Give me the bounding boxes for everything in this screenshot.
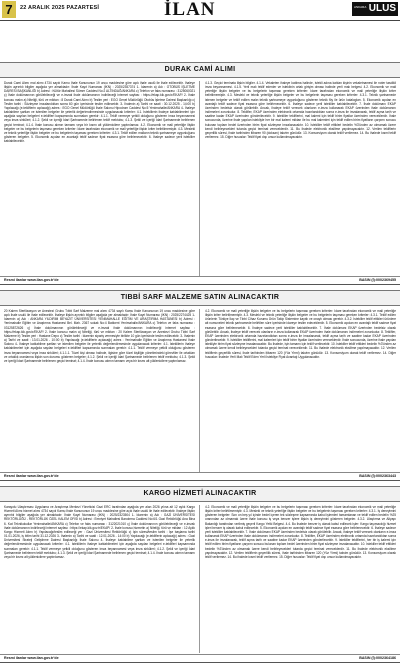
notice-text: Durak Cami Alımı mal alımı 4734 sayılı Kamu İhale Kanununun 19 uncu maddesine göre açık ihale usulü ile ihale edilecektir. İhaleye ilişkin ayrıntılı bilgiler aşağıda yer almaktadır: İhale Kayıt Numarası (İKN) : 2025/2357374 1- İdarenin a) Adı : OTOBÜS İŞLETME DAİRESİ BAŞKANLIĞI b) Adresi : Kültür Mahallesi Sümer Caddesi No:2 ALTINDAĞ/ANKARA c) Telefon ve faks numarası : 3125060021 ç) İhale dokümanının görülebileceği ve e-imzalı ihale dokümanının indirileceği internet sayfası : https://ekap.kik.gov.tr/EKAP/ 2- İhale konusu malın a) Niteliği, türü ve miktarı : 8 Durak Cami Alımı b) Teslim yeri : EGO Genel Müdürlüğü Otobüs İşletme Dairesi Başkanlığı c) Teslim tarihi : Sözleşme imzalandıktan sonra 60 gün içerisinde teslim edilecektir. 3- İhalenin a) Tarihi ve saati : 30.12.2025 - 14:00 b) Yapılacağı (e-tekliflerin açılacağı) adres : EGO Genel Müdürlüğü İhale Salonu Hipodrom Caddesi No:5 Yenimahalle/ANKARA 4- İhaleye katılabilme şartları ve istenilen belgeler ile yeterlik değerlendirmesinde uygulanacak kriterler: 4.1. İsteklilerin ihaleye katılabilmeleri için aşağıda sayılan belgeleri e-teklifleri kapsamında sunmaları gerekir: 4.1.1. Teklif vermeye yetkili olduğunu gösteren imza beyannamesi veya imza sirküleri; 4.1.2. Şekli ve içeriği İdari Şartnamede belirlenen teklif mektubu; 4.1.3. Şekli ve içeriği İdari Şartnamede belirlenen geçici teminat; 4.1.4. İhale konusu alımın tamamı veya bir kısmı alt yüklenicilere yaptırılamaz. 4.2. Ekonomik ve mali yeterliğe ilişkin belgeler ve bu belgelerin taşıması gereken kriterler: İdare tarafından ekonomik ve mali yeterliğe ilişkin kriter belirtilmemiştir. 4.3. Mesleki ve teknik yeterliğe ilişkin belgeler ve bu belgelerin taşıması gereken kriterler: 4.3.1. Teklif edilen malların teknik şartnameye uygunluğunu gösteren belgeler. 5. Ekonomik açıdan en avantajlı teklif sadece fiyat esasına göre belirlenecektir. 6. İhaleye sadece yerli istekliler katılabilecektir. [4, 81, 195, 144]
notice-column-right [205, 81, 396, 277]
notice-column-right [205, 309, 396, 473]
notice-text: 4.2. Ekonomik ve mali yeterliğe ilişkin belgeler ve bu belgelerin taşıması gereken kriterler: İdare tarafından ekonomik ve mali yeterliğe ilişkin kriter belirtilmemiştir. 4.3. Mesleki ve teknik yeterliğe ilişkin belgeler ve bu belgelerin taşıması gereken kriterler: 4.3.1. Teklif edilen ürünlerin Türkiye İlaç ve Tıbbi Cihaz Kurumu Ürün Takip Sistemine kayıtlı ve onaylı olması gerekir. 4.3.2. İstekliler teklif ettikleri ürünlere ait numuneleri teknik şartnamede belirtilen süre içerisinde idareye teslim edeceklerdir. 5. Ekonomik açıdan en avantajlı teklif sadece fiyat esasına göre belirlenecektir. 6. İhaleye sadece yerli istekliler katılabilecektir. 7. İhale dokümanı EKAP üzerinden bedelsiz olarak görülebilir. Ancak, ihaleye teklif verecek olanların e-imza kullanarak EKAP üzerinden ihale dokümanını indirmeleri zorunludur. 8. Teklifler, EKAP üzerinden elektronik ortamda hazırlandıktan sonra e-imza ile imzalanarak, teklif açma tarih ve saatine kadar EKAP üzerinden gönderilecektir. 9. İstekliler tekliflerini, mal kalemleri için teklif birim fiyatlar üzerinden vereceklerdir. İhale sonucunda, üzerine ihale yapılan istekliyle birim fiyat sözleşme imzalanacaktır. Bu ihalede, işin tamamı için teklif verilecektir. 10. İstekliler teklif ettikleri bedelin %3'ünden az olmamak üzere kendi belirleyecekleri tutarda geçici teminat vereceklerdir. 11. Bu ihalede elektronik eksiltme yapılmayacaktır. 12. Verilen tekliflerin geçerlilik süresi, ihale tarihinden itibaren 120 (Yüz Yirmi) takvim günüdür. 13. Konsorsiyum olarak teklif verilemez. 14. Diğer hususlar: İhalede Yerli Malı Teklif Eden Yerli İstekliye Fiyat Avantajı Uygulanacaktır. [205, 309, 396, 359]
notice-tibbi-sarf [0, 290, 400, 474]
footer-website-note: Resmi ilanlar www.ilan.gov.tr'de [4, 474, 59, 478]
notice-column-left [4, 505, 195, 653]
masthead [0, 0, 400, 21]
notice-column-right [205, 505, 396, 653]
notice-durak-cami [0, 62, 400, 278]
footer-website-note: Resmi ilanlar www.ilan.gov.tr'de [4, 656, 59, 660]
footer-website-note: Resmi ilanlar www.ilan.gov.tr'de [4, 278, 59, 282]
notice-column-left [4, 81, 195, 277]
page-number: 7 [2, 1, 16, 18]
notice-body [0, 306, 400, 474]
notice-text: 4.1.3. Geçici teminata ilişkin bilgiler. 4.1.4. Vekaleten ihaleye katılma halinde, istekli adına katılan kişinin vekaletnamesi ile noter tasdikli imza beyannamesi. 4.1.5. Yerli malı teklif edenler ve isteklinin ortak girişim olması halinde yerli malı belgesi. 4.2. Ekonomik ve mali yeterliğe ilişkin belgeler ve bu belgelerin taşıması gereken kriterler: İdare tarafından ekonomik ve mali yeterliğe ilişkin kriter belirtilmemiştir. 4.3. Mesleki ve teknik yeterliğe ilişkin belgeler ve bu belgelerin taşıması gereken kriterler: 4.3.1. Teknik şartnamede istenen belgeler ve teklif edilen malın teknik şartnameye uygunluğunu gösteren teknik föy ile ürün katalogları. 5. Ekonomik açıdan en avantajlı teklif sadece fiyat esasına göre belirlenecektir. 6. İhaleye sadece yerli istekliler katılabilecektir. 7. İhale dokümanı EKAP üzerinden bedelsiz olarak görülebilir. Ancak, ihaleye teklif verecek olanların e-imza kullanarak EKAP üzerinden ihale dokümanını indirmeleri zorunludur. 8. Teklifler, EKAP üzerinden elektronik ortamda hazırlandıktan sonra e-imza ile imzalanarak, teklif açma tarih ve saatine kadar EKAP üzerinden gönderilecektir. 9. İstekliler tekliflerini, mal kalemi için teklif birim fiyatlar üzerinden vereceklerdir. İhale sonucunda, üzerine ihale yapılan istekliyle her bir mal kalemi miktarı ile bu mal kalemleri için teklif edilen birim fiyatların çarpımı sonucu bulunan toplam bedel üzerinden birim fiyat sözleşme imzalanacaktır. 10. İstekliler teklif ettikleri bedelin %3'ünden az olmamak üzere kendi belirleyecekleri tutarda geçici teminat vereceklerdir. 11. Bu ihalede elektronik eksiltme yapılmayacaktır. 12. Verilen tekliflerin geçerlilik süresi, ihale tarihinden itibaren 90 (doksan) takvim günüdür. 13. Konsorsiyum olarak teklif verilemez. 14. Bu ihalede kısmi teklif verilemez. 15. Diğer hususlar: Teklif fiyat dışı unsur kullanılmayacaktır. [205, 81, 396, 140]
page-title: İLAN [164, 0, 216, 20]
notice-body [0, 78, 400, 278]
newspaper-logo [352, 2, 398, 16]
notice-heading: KARGO HİZMETİ ALINACAKTIR [0, 486, 400, 502]
notice-footer [0, 276, 400, 285]
column-divider [199, 309, 200, 473]
notice-footer [0, 472, 400, 481]
notice-column-left [4, 309, 195, 473]
notice-text: Karayolu Ulaştırması Uygulama ve Araştırma Merkezi Yöneticisi Gazi ERC tarafından aşağıda yer alan 2026 yılına ait 12 aylık Kargo Hizmeti Alımı hizmet alımı 4734 sayılı Kamu İhale Kanununun 19 uncu maddesine göre açık ihale usulü ile ihale edilecektir. İhaleye ilişkin ayrıntılı bilgiler aşağıda yer almaktadır: İhale Kayıt Numarası (İKN) : 2025/2323504 1- İdarenin a) Adı : GAZİ ÜNİVERSİTESİ REKTÖRLÜĞÜ - REKTÖRLÜK ÖZEL KALEM OFİSİ b) Adresi : Emniyet Mahallesi Bandırma Caddesi No:6/1 Gazi Rektörlüğü Ana Bina 6. Kat Teknikokullar Yenimahalle/ANKARA c) Telefon ve faks numarası : 3122021010 ç) İhale dokümanının görülebileceği ve e-imzalı ihale dokümanının indirileceği internet sayfası : https://ekap.kik.gov.tr/EKAP/ 2- İhale konusu hizmetin a) Niteliği, türü ve miktarı : 12 Aylık Kargo Hizmeti Alımı b) Yapılacağı/teslim edileceği yer : Gazi Üniversitesi Rektörlüğü c) İşin süresi/teslim tarihi : İşe başlama tarihi 01.01.2026, iş bitim tarihi 31.12.2026 3- İhalenin a) Tarihi ve saati : 12.01.2026 - 14:00 b) Yapılacağı (e-tekliflerin açılacağı) adres : Gazi Üniversitesi Strateji Geliştirme Dairesi Başkanlığı İhale Salonu 4- İhaleye katılabilme şartları ve istenilen belgeler ile yeterlik değerlendirmesinde uygulanacak kriterler: 4.1. İsteklilerin ihaleye katılabilmeleri için aşağıda sayılan belgeleri e-teklifleri kapsamında sunmaları gerekir: 4.1.1. Teklif vermeye yetkili olduğunu gösteren imza beyannamesi veya imza sirküleri; 4.1.2. Şekli ve içeriği İdari Şartnamede belirlenen teklif mektubu; 4.1.3. Şekli ve içeriği İdari Şartnamede belirlenen geçici teminat; 4.1.4. İhale konusu alımın tamamı veya bir kısmı alt yüklenicilere yaptırılamaz. [4, 505, 195, 559]
publication-date: 22 ARALIK 2025 PAZARTESİ [20, 5, 100, 11]
footer-press-code: BASIN (İ):0002363443 [359, 474, 396, 478]
notice-heading: TIBBİ SARF MALZEME SATIN ALINACAKTIR [0, 290, 400, 306]
notice-text: 4.2. Ekonomik ve mali yeterliğe ilişkin belgeler ve bu belgelerin taşıması gereken kriterler: İdare tarafından ekonomik ve mali yeterliğe ilişkin kriter belirtilmemiştir. 4.3. Mesleki ve teknik yeterliğe ilişkin belgeler ve bu belgelerin taşıması gereken kriterler: 4.3.1. İş deneyimini gösteren belgeler: Son on beş yıl içinde bedel içeren tek sözleşme kapsamında kabul işlemleri tamamlanan ve teklif edilen bedelin %25 oranından az olmamak üzere ihale konusu iş veya benzer işlere ilişkin iş deneyimini gösteren belgeler. 4.3.2. Ulaştırma ve Altyapı Bakanlığı tarafından verilmiş geçerli Kargo Yetki Belgesi. 4.4. Bu ihalede benzer iş olarak kabul edilecek işler: Kargo taşımacılığı hizmet işleri benzer iş olarak kabul edilecektir. 5. Ekonomik açıdan en avantajlı teklif sadece fiyat esasına göre belirlenecektir. 6. İhaleye sadece yerli istekliler katılabilecektir. 7. İhale dokümanı EKAP üzerinden bedelsiz olarak görülebilir. Ancak, ihaleye teklif verecek olanların e-imza kullanarak EKAP üzerinden ihale dokümanını indirmeleri zorunludur. 8. Teklifler, EKAP üzerinden elektronik ortamda hazırlandıktan sonra e-imza ile imzalanarak, teklif açma tarih ve saatine kadar EKAP üzerinden gönderilecektir. 9. İstekliler tekliflerini, her bir iş kalemi için teklif edilen birim fiyatların çarpımı sonucu bulunan toplam bedel üzerinden birim fiyat sözleşme imzalanacaktır. 10. İstekliler teklif ettikleri bedelin %3'ünden az olmamak üzere kendi belirleyecekleri tutarda geçici teminat vereceklerdir. 11. Bu ihalede elektronik eksiltme yapılmayacaktır. 12. Verilen tekliflerin geçerlilik süresi, ihale tarihinden itibaren 120 (Yüz Yirmi) takvim günüdür. 13. Konsorsiyum olarak teklif verilemez. 14. Bu ihalede kısmi teklif verilemez. 15. Diğer hususlar: Teklif fiyat dışı unsur kullanılmayacaktır. [205, 505, 396, 559]
footer-press-code: BASIN (İ):0002364186 [359, 656, 396, 660]
footer-press-code: BASIN (İ):0002369455 [359, 278, 396, 282]
column-divider [199, 505, 200, 653]
notice-body [0, 502, 400, 654]
notice-kargo [0, 486, 400, 654]
notice-heading: DURAK CAMİ ALIMI [0, 62, 400, 78]
logo-name: ULUS [368, 3, 396, 14]
logo-city: ANKARA [354, 5, 367, 9]
notice-text: 20 Kalem Sterilizasyon ve Anestezi Grubu Tıbbi Sarf Malzeme mal alımı 4734 sayılı Kamu İhale Kanununun 19 uncu maddesine göre açık ihale usulü ile ihale edilecektir. İhaleye ilişkin ayrıntılı bilgiler aşağıda yer almaktadır: İhale Kayıt Numarası (İKN) : 2025/2274425 1- İdarenin a) Adı : ANKARA YILDIRIM BEYAZIT ÜNİVERSİTESİ YENİMAHALLE EĞİTİM VE ARAŞTIRMA HASTANESİ b) Adresi : Yenimahalle Eğitim ve Araştırma Hastanesi Bel. Mah. 2367 sokak No:4 Batıkent Yenimahalle/ANKARA c) Telefon ve faks numarası : 03125872626 ç) İhale dokümanının görülebileceği ve e-imzalı ihale dokümanının indirileceği internet sayfası : https://ekap.kik.gov.tr/EKAP/ 2- İhale konusu malın a) Niteliği, türü ve miktarı : 20 Kalem Sterilizasyon ve Anestezi Grubu Tıbbi Sarf Malzeme b) Teslim yeri : Hastane Depo c) Teslim tarihi : İdarenin sipariş vermesiyle birlikte 10 gün içerisinde teslim edilecektir. 3- İhalenin a) Tarihi ve saati : 13.01.2026 - 10:00 b) Yapılacağı (e-tekliflerin açılacağı) adres : Yenimahalle Eğitim ve Araştırma Hastanesi İhale Salonu 4- İhaleye katılabilme şartları ve istenilen belgeler ile yeterlik değerlendirmesinde uygulanacak kriterler: 4.1. İsteklilerin ihaleye katılabilmeleri için aşağıda sayılan belgeleri e-teklifleri kapsamında sunmaları gerekir: 4.1.1. Teklif vermeye yetkili olduğunu gösteren imza beyannamesi veya imza sirküleri; 4.1.1.1. Tüzel kişi olması halinde, ilgisine göre tüzel kişiliğin yönetimindeki görevliler ile ortakları ve ortaklık oranlarına ilişkin son durumu gösteren belgeler; 4.1.2. Şekli ve içeriği İdari Şartnamede belirlenen teklif mektubu; 4.1.3. Şekli ve içeriği İdari Şartnamede belirlenen geçici teminat; 4.1.4. İhale konusu alımın tamamı veya bir kısmı alt yüklenicilere yaptırılamaz. [4, 309, 195, 363]
column-divider [199, 81, 200, 277]
